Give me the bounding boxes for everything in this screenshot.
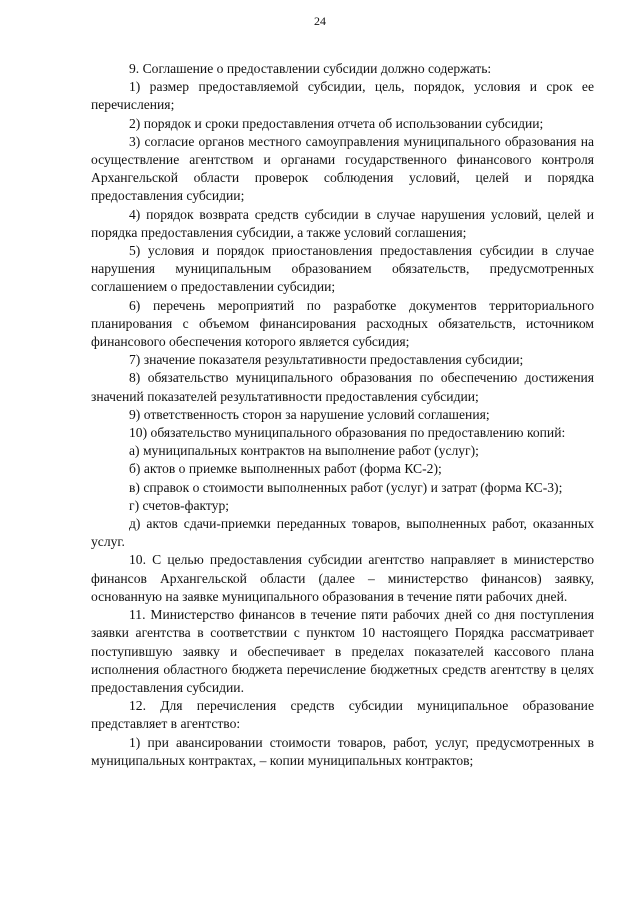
list-item: 8) обязательство муниципального образования по обеспечению достижения значений показателей результативности предоставления субсидии;: [91, 370, 594, 404]
page-number: 24: [314, 14, 326, 28]
list-item: 9) ответственность сторон за нарушение условий соглашения;: [129, 406, 490, 422]
list-item: 10) обязательство муниципального образования по предоставлению копий:: [129, 425, 566, 441]
paragraph-11: 11. Министерство финансов в течение пяти рабочих дней со дня поступления заявки агентства в соответствии с пунктом 10 настоящего Порядка рассматривает поступившую заявку и обеспечивает в пределах показателей кассового плана исполнения областного бюджета перечисление бюджетных средств агентству в целях предоставления субсидии.: [91, 607, 594, 695]
paragraph-9-heading: 9. Соглашение о предоставлении субсидии должно содержать:: [129, 61, 492, 76]
paragraph-12: 12. Для перечисления средств субсидии муниципальное образование представляет в агентство:: [91, 698, 594, 732]
sub-list-item: б) актов о приемке выполненных работ (форма КС-2);: [129, 461, 442, 477]
sub-list-item: г) счетов-фактур;: [129, 497, 230, 513]
list-item: 2) порядок и сроки предоставления отчета об использовании субсидии;: [129, 115, 544, 131]
list-item: 5) условия и порядок приостановления предоставления субсидии в случае нарушения муниципальным образованием обязательств, предусмотренных соглашением о предоставлении субсидии;: [91, 243, 594, 295]
list-item: 7) значение показателя результативности предоставления субсидии;: [129, 352, 524, 368]
paragraph-10: 10. С целью предоставления субсидии агентство направляет в министерство финансов Архангельской области (далее – министерство финансов) заявку, основанную на заявке муниципального образования в течение пяти рабочих дней.: [91, 552, 594, 604]
sub-list-item: а) муниципальных контрактов на выполнение работ (услуг);: [129, 443, 479, 459]
list-item: 4) порядок возврата средств субсидии в случае нарушения условий, целей и порядка предоставления субсидии, а также условий соглашения;: [91, 206, 594, 240]
list-item: 6) перечень мероприятий по разработке документов территориального планирования с объемом финансирования расходных обязательств, источником финансового обеспечения которого является субсидия;: [91, 297, 594, 350]
document-body: [91, 60, 594, 770]
list-item: 3) согласие органов местного самоуправления муниципального образования на осуществление агентством и органами государственного финансового контроля Архангельской области проверок соблюдения условий, целей и порядка предоставления субсидии;: [91, 133, 594, 204]
sub-list-item: в) справок о стоимости выполненных работ (услуг) и затрат (форма КС-3);: [129, 479, 563, 495]
list-item: 1) размер предоставляемой субсидии, цель, порядок, условия и срок ее перечисления;: [91, 79, 594, 113]
list-item: 1) при авансировании стоимости товаров, работ, услуг, предусмотренных в муниципальных контрактах, – копии муниципальных контрактов;: [91, 734, 594, 768]
sub-list-item: д) актов сдачи-приемки переданных товаров, выполненных работ, оказанных услуг.: [91, 516, 594, 550]
